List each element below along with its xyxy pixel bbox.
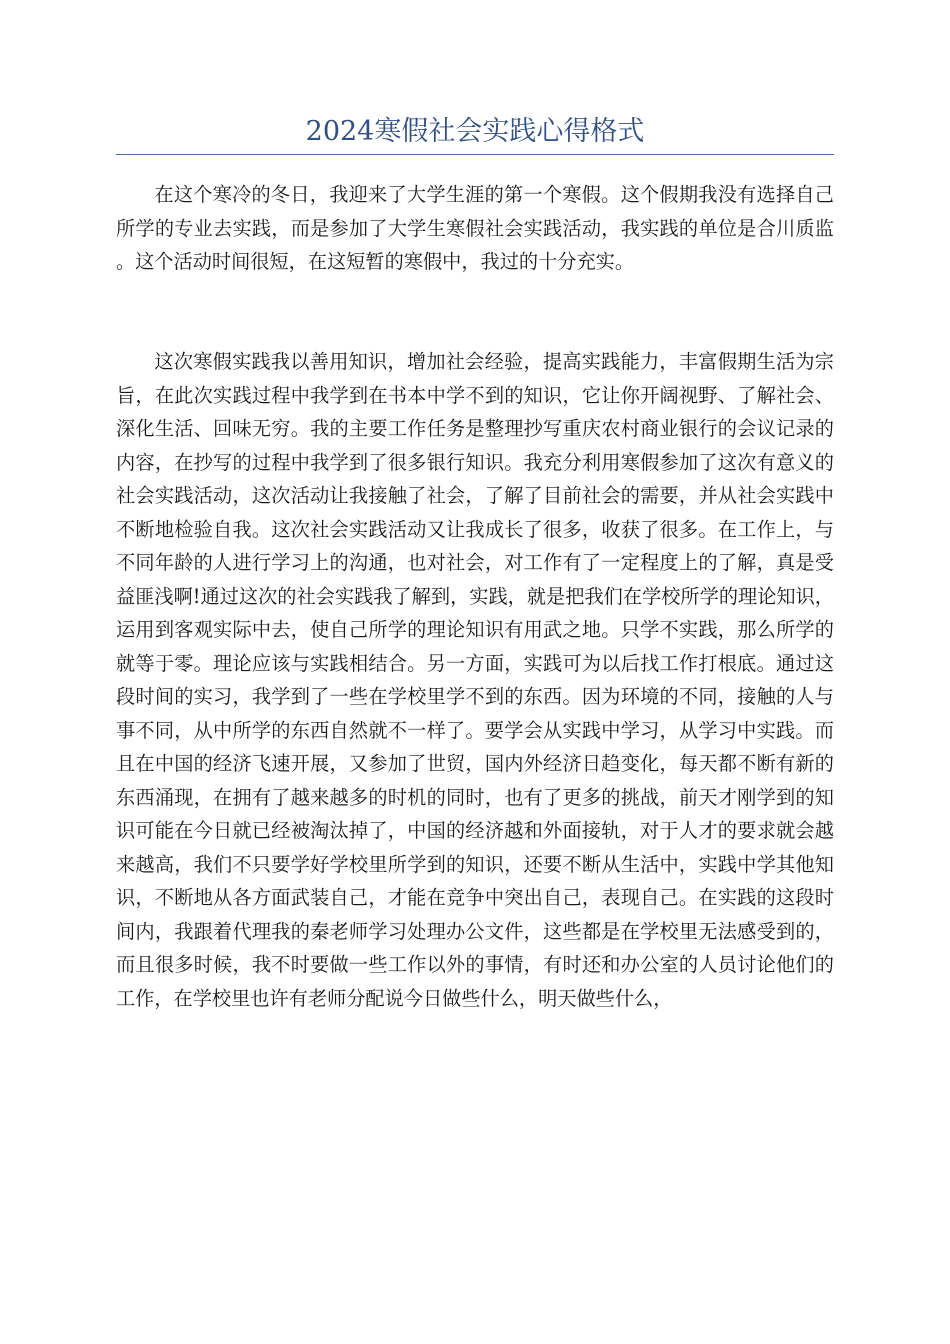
title-underline xyxy=(116,154,834,155)
page-title: 2024寒假社会实践心得格式 xyxy=(305,116,645,147)
paragraph-1: 在这个寒冷的冬日，我迎来了大学生涯的第一个寒假。这个假期我没有选择自己所学的专业去实践，而是参加了大学生寒假社会实践活动，我实践的单位是合川质监。这个活动时间很短，在这短暂的寒假中，我过的十分充实。 xyxy=(116,183,834,273)
paragraph-2: 这次寒假实践我以善用知识，增加社会经验，提高实践能力，丰富假期生活为宗旨，在此次实践过程中我学到在书本中学不到的知识，它让你开阔视野、了解社会、深化生活、回味无穷。我的主要工作任务是整理抄写重庆农村商业银行的会议记录的内容，在抄写的过程中我学到了很多银行知识。我充分利用寒假参加了这次有意义的社会实践活动，这次活动让我接触了社会，了解了目前社会的需要，并从社会实践中不断地检验自我。这次社会实践活动又让我成长了很多，收获了很多。在工作上，与不同年龄的人进行学习上的沟通，也对社会，对工作有了一定程度上的了解，真是受益匪浅啊!通过这次的社会实践我了解到，实践，就是把我们在学校所学的理论知识，运用到客观实际中去，使自己所学的理论知识有用武之地。只学不实践，那么所学的就等于零。理论应该与实践相结合。另一方面，实践可为以后找工作打根底。通过这段时间的实习，我学到了一些在学校里学不到的东西。因为环境的不同，接触的人与事不同，从中所学的东西自然就不一样了。要学会从实践中学习，从学习中实践。而且在中国的经济飞速开展，又参加了世贸，国内外经济日趋变化，每天都不断有新的东西涌现，在拥有了越来越多的时机的同时，也有了更多的挑战，前天才刚学到的知识可能在今日就已经被淘汰掉了，中国的经济越和外面接轨，对于人才的要求就会越来越高，我们不只要学好学校里所学到的知识，还要不断从生活中，实践中学其他知识，不断地从各方面武装自己，才能在竞争中突出自己，表现自己。在实践的这段时间内，我跟着代理我的秦老师学习处理办公文件，这些都是在学校里无法感受到的，而且很多时候，我不时要做一些工作以外的事情，有时还和办公室的人员讨论他们的工作，在学校里也许有老师分配说今日做些什么，明天做些什么， xyxy=(116,350,834,1010)
